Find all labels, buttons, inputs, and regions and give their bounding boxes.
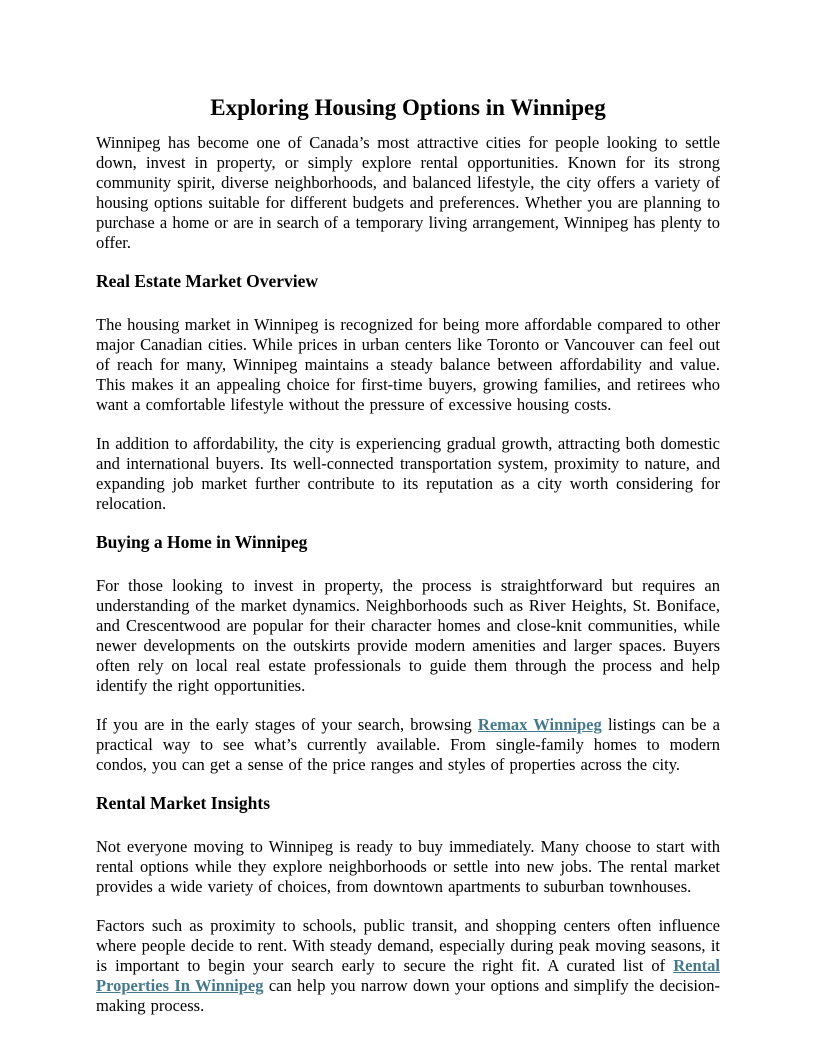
- document-title: Exploring Housing Options in Winnipeg: [210, 95, 606, 120]
- rental-properties-in-winnipeg-link[interactable]: Rental Properties In Winnipeg: [96, 956, 720, 995]
- paragraph-city-growth: In addition to affordability, the city is experiencing gradual growth, attracting both domestic and international buyers. Its well-connected transportation system, proximity to nature, and expanding job market further contribute to its reputation as a city worth considering for relocation.: [96, 434, 720, 513]
- paragraph-text: If you are in the early stages of your search, browsing: [96, 715, 478, 734]
- paragraph-text: can help you narrow down your options and simplify the decision-making process.: [96, 976, 720, 1015]
- paragraph-text: listings can be a practical way to see what’s currently available. From single-family homes to modern condos, you can get a sense of the price ranges and styles of properties across the city.: [96, 715, 720, 774]
- section-heading-real-estate-market-overview: Real Estate Market Overview: [96, 271, 319, 291]
- intro-paragraph: Winnipeg has become one of Canada’s most attractive cities for people looking to settle down, invest in property, or simply explore rental opportunities. Known for its strong community spirit, diverse neighborhoods, and balanced lifestyle, the city offers a variety of housing options suitable for different budgets and preferences. Whether you are planning to purchase a home or are in search of a temporary living arrangement, Winnipeg has plenty to offer.: [96, 133, 720, 252]
- paragraph-remax-listings: [96, 715, 720, 775]
- paragraph-market-affordability: The housing market in Winnipeg is recognized for being more affordable compared to other major Canadian cities. While prices in urban centers like Toronto or Vancouver can feel out of reach for many, Winnipeg maintains a steady balance between affordability and value. This makes it an appealing choice for first-time buyers, growing families, and retirees who want a comfortable lifestyle without the pressure of excessive housing costs.: [96, 315, 720, 414]
- section-heading-rental-market-insights: Rental Market Insights: [96, 793, 271, 813]
- paragraph-buying-process: For those looking to invest in property, the process is straightforward but requires an understanding of the market dynamics. Neighborhoods such as River Heights, St. Boniface, and Crescentwood are popular for their character homes and close-knit communities, while newer developments on the outskirts provide modern amenities and larger spaces. Buyers often rely on local real estate professionals to guide them through the process and help identify the right opportunities.: [96, 576, 720, 695]
- paragraph-text: Factors such as proximity to schools, public transit, and shopping centers often influence where people decide to rent. With steady demand, especially during peak moving seasons, it is important to begin your search early to secure the right fit. A curated list of: [96, 916, 720, 975]
- remax-winnipeg-link[interactable]: Remax Winnipeg: [477, 715, 602, 734]
- section-heading-buying-a-home: Buying a Home in Winnipeg: [96, 532, 308, 552]
- paragraph-rental-options: Not everyone moving to Winnipeg is ready to buy immediately. Many choose to start with rental options while they explore neighborhoods or settle into new jobs. The rental market provides a wide variety of choices, from downtown apartments to suburban townhouses.: [96, 837, 720, 896]
- paragraph-rental-factors: [96, 916, 720, 1016]
